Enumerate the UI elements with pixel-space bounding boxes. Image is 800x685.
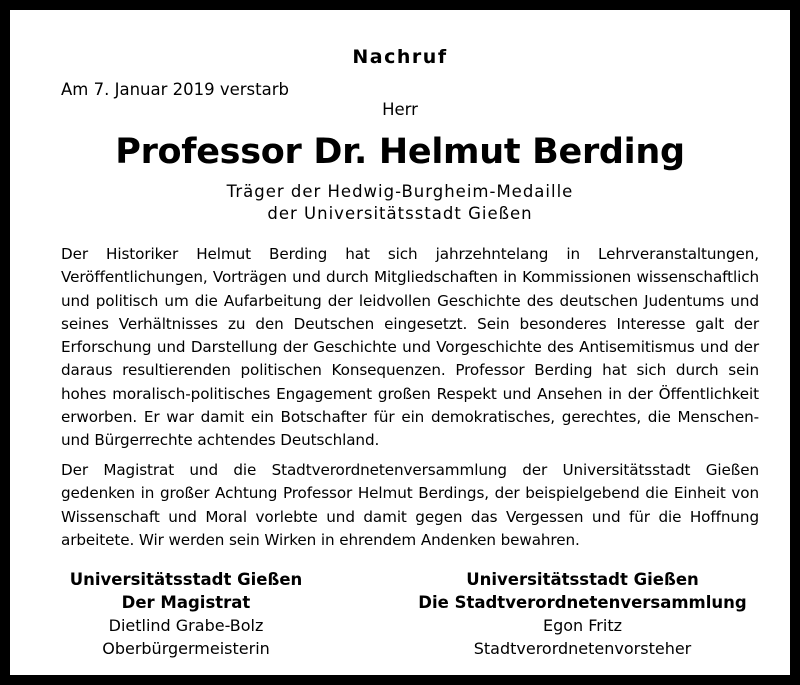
signature-org-line-1: Universitätsstadt Gießen [466,570,699,589]
honor-line-2: der Universitätsstadt Gießen [267,204,533,223]
tribute-paragraph-1: Der Historiker Helmut Berding hat sich jahrzehntelang in Lehrveranstaltungen, Veröffentlichungen, Vorträgen und durch Mitgliedschaften in Kommissionen wissenschaftlich und politisch um die Aufarbeitung der leidvollen Geschichte des deutschen Judentums und seines Verhältnisses zu den Deutschen eingesetzt. Sein besonderes Interesse galt der Erforschung und Darstellung der Geschichte und Vorgeschichte des Antisemitismus und der daraus resultierenden politischen Konsequenzen. Professor Berding hat sich durch sein hohes moralisch-politisches Engagement großen Respekt und Ansehen in der Öffentlichkeit erworben. Er war damit ein Botschafter für ein demokratisches, gerechtes, die Menschen- und Bürgerrechte achtendes Deutschland. [61,245,759,450]
signature-magistrat [61,568,311,660]
signature-org-line-2: Die Stadtverordnetenversammlung [418,593,747,612]
honor-text [10,181,790,225]
intro-line: Am 7. Januar 2019 verstarb [61,80,289,99]
signature-role: Stadtverordnetenvorsteher [473,639,692,658]
deceased-name: Professor Dr. Helmut Berding [115,132,685,172]
signature-person: Dietlind Grabe-Bolz [108,616,264,635]
salutation: Herr [382,100,418,119]
honor-line-1: Träger der Hedwig-Burgheim-Medaille [226,182,574,201]
signature-org-line-1: Universitätsstadt Gießen [69,570,303,589]
signature-stadtverordnetenversammlung [405,568,760,660]
notice-heading: Nachruf [352,46,448,68]
signature-person: Egon Fritz [542,616,622,635]
signature-org-line-2: Der Magistrat [121,593,251,612]
tribute-paragraph-2: Der Magistrat und die Stadtverordnetenversammlung der Universitätsstadt Gießen gedenken in großer Achtung Professor Helmut Berdings, der beispielgebend die Einheit von Wissenschaft und Moral vorlebte und damit gegen das Vergessen und für die Hoffnung arbeitete. Wir werden sein Wirken in ehrendem Andenken bewahren. [61,461,759,549]
signature-role: Oberbürgermeisterin [102,639,270,658]
